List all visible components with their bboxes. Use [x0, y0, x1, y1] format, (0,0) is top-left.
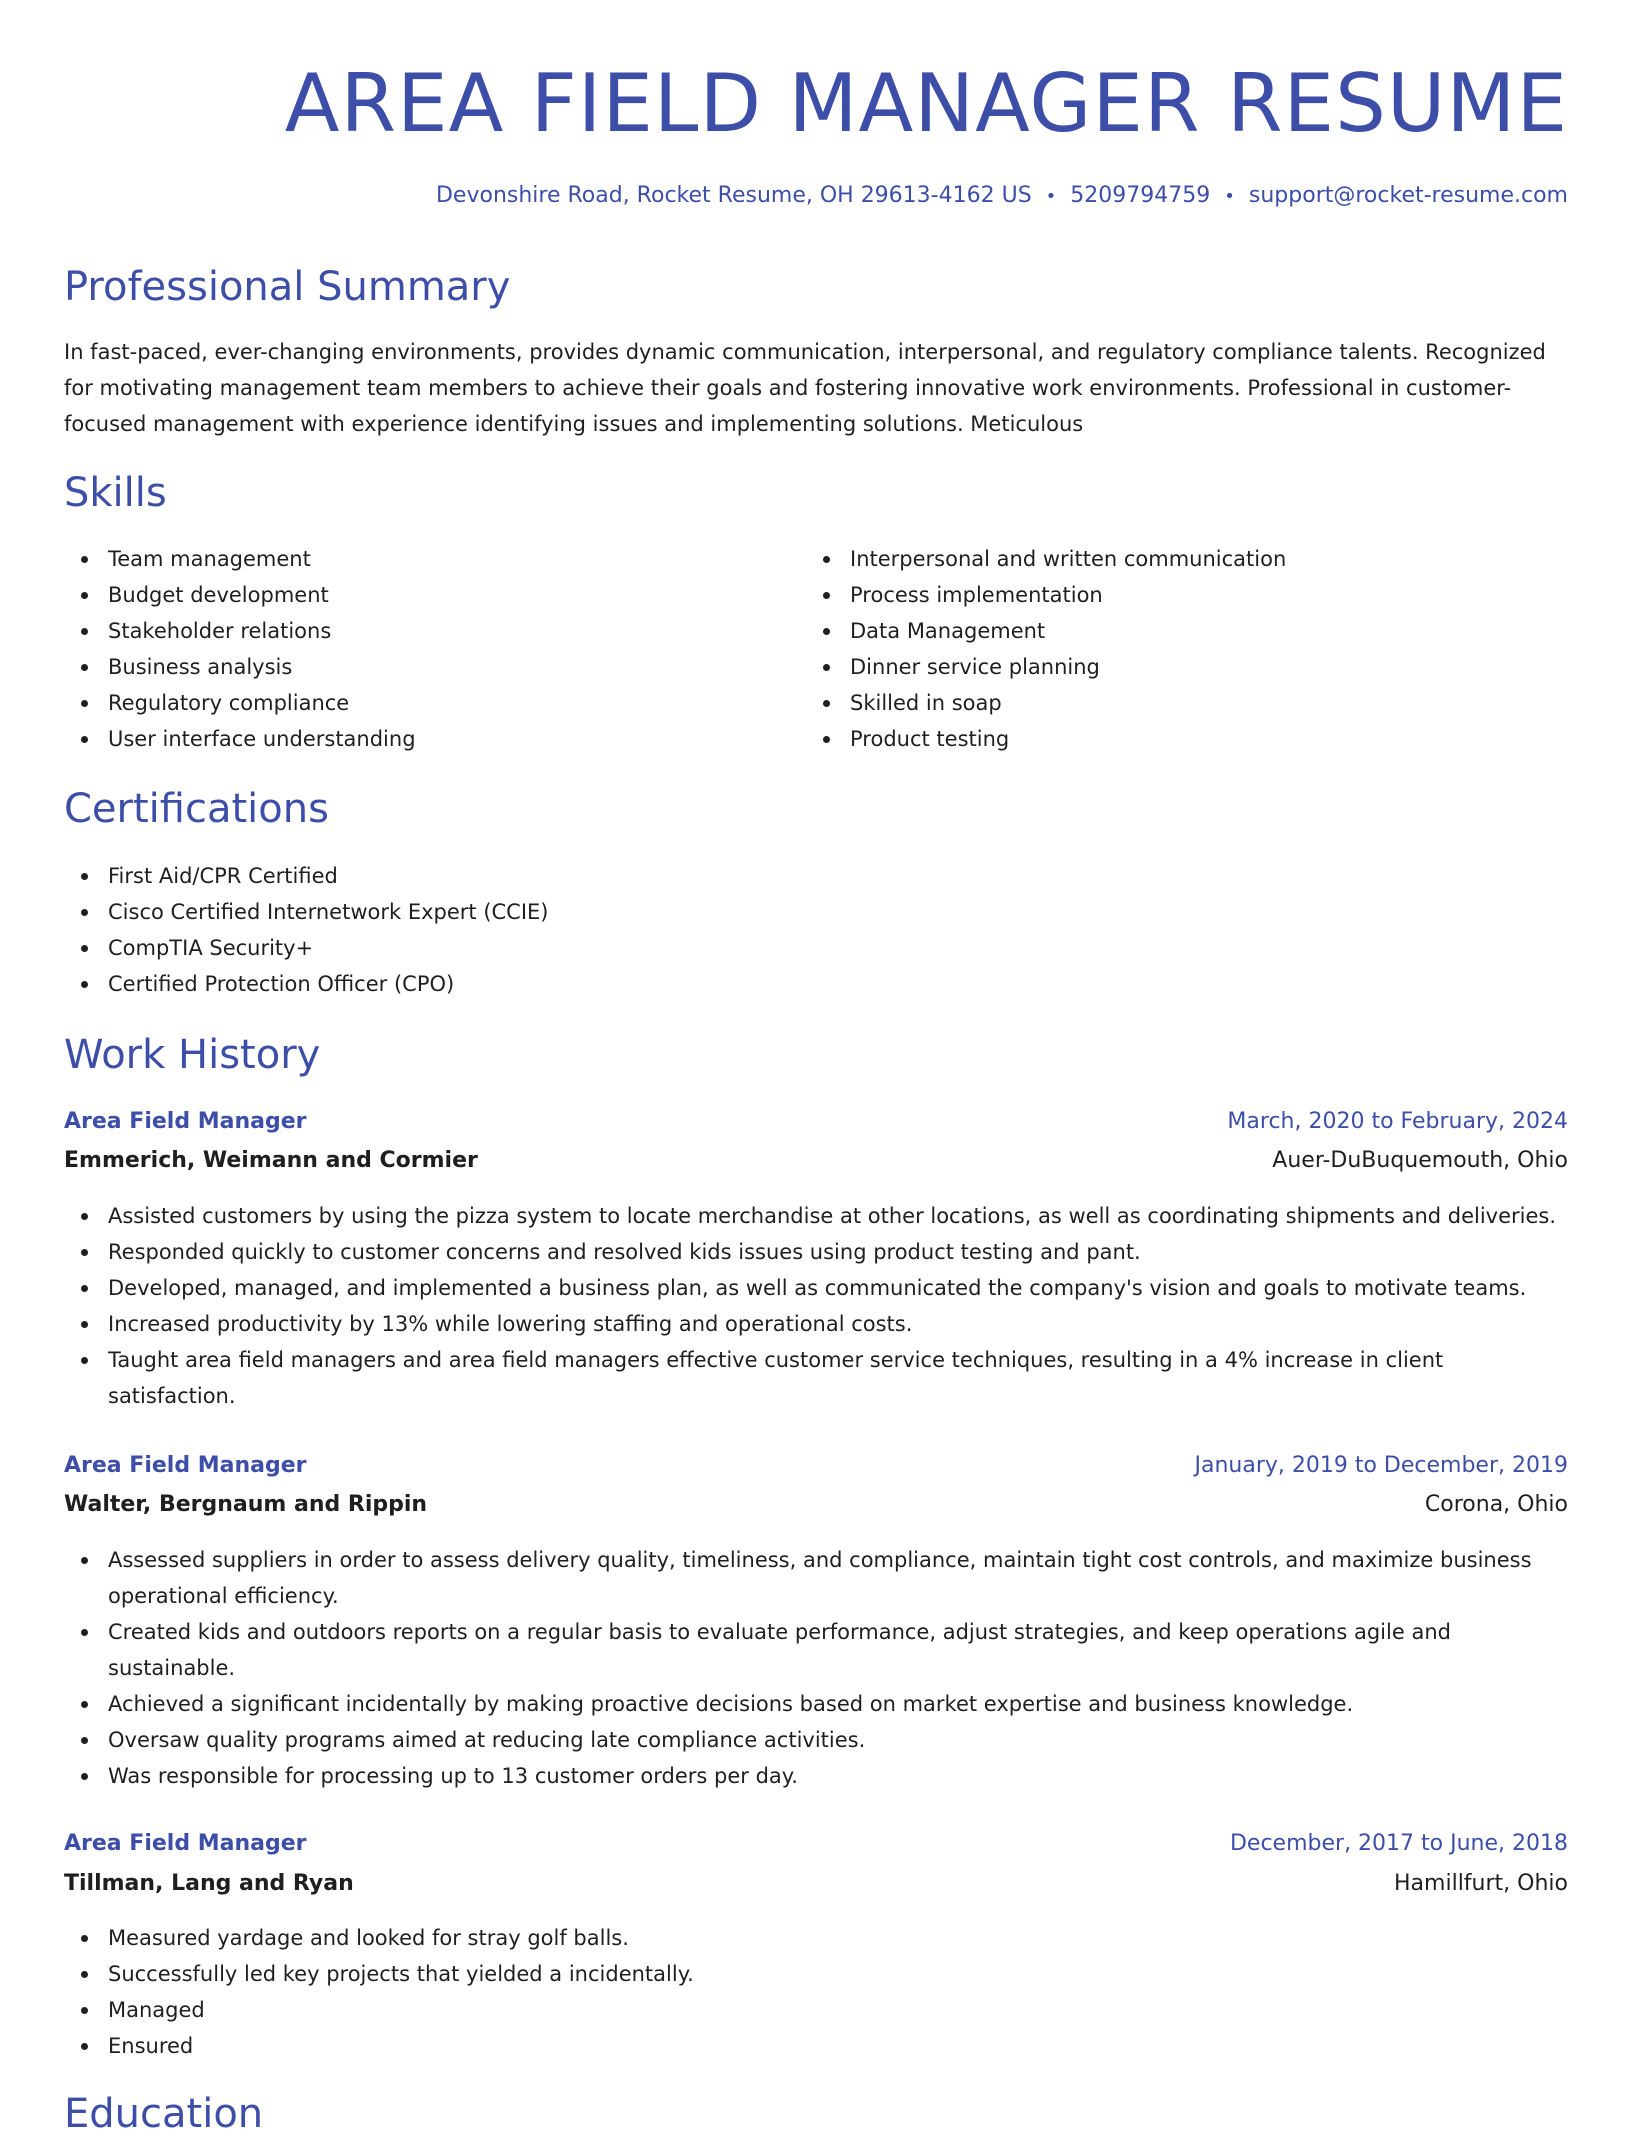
skill-item: Product testing [806, 721, 1566, 757]
summary-text: In fast-paced, ever-changing environments, provides dynamic communication, interpersonal, and regulatory compliance talents. Recognized for motivating management team members to achieve their goals and fostering innovative work environments. Professional in customer-focused management with experience identifying issues and implementing solutions. Meticulous [64, 340, 1546, 436]
skill-item: Data Management [806, 613, 1566, 649]
job-bullet: Measured yardage and looked for stray golf balls. [64, 1920, 1568, 1956]
job-bullet: Oversaw quality programs aimed at reducing late compliance activities. [64, 1722, 1568, 1758]
job-bullet: Was responsible for processing up to 13 customer orders per day. [64, 1758, 1568, 1794]
skill-item: User interface understanding [64, 721, 784, 757]
job-title: Area Field Manager [64, 1453, 307, 1478]
job-dates: January, 2019 to December, 2019 [1194, 1453, 1568, 1478]
contact-email[interactable]: support@rocket-resume.com [1248, 183, 1568, 208]
job-location: Auer-DuBuquemouth, Ohio [1272, 1148, 1568, 1173]
skill-item: Interpersonal and written communication [806, 541, 1566, 577]
certification-item: CompTIA Security+ [64, 930, 1568, 966]
skill-item: Regulatory compliance [64, 685, 784, 721]
skill-item: Stakeholder relations [64, 613, 784, 649]
job-title: Area Field Manager [64, 1831, 307, 1856]
job-bullet: Created kids and outdoors reports on a regular basis to evaluate performance, adjust strategies, and keep operations agile and sustainable. [64, 1614, 1568, 1686]
skill-item: Budget development [64, 577, 784, 613]
skill-item: Team management [64, 541, 784, 577]
job-bullets [64, 1198, 1568, 1414]
job-bullet: Taught area field managers and area field managers effective customer service techniques, resulting in a 4% increase in client satisfaction. [64, 1342, 1568, 1414]
job-bullet: Successfully led key projects that yielded a incidentally. [64, 1956, 1568, 1992]
job-location: Hamillfurt, Ohio [1394, 1871, 1568, 1896]
section-title-education: Education [64, 2091, 264, 2137]
job-bullet: Developed, managed, and implemented a business plan, as well as communicated the company's vision and goals to motivate teams. [64, 1270, 1568, 1306]
job-bullet: Assisted customers by using the pizza system to locate merchandise at other locations, as well as coordinating shipments and deliveries. [64, 1198, 1568, 1234]
resume-title: AREA FIELD MANAGER RESUME [284, 57, 1568, 150]
section-title-skills: Skills [64, 470, 167, 516]
job-bullet: Achieved a significant incidentally by making proactive decisions based on market expertise and business knowledge. [64, 1686, 1568, 1722]
job-bullets [64, 1920, 1568, 2064]
section-title-work-history: Work History [64, 1032, 321, 1078]
job-bullet: Ensured [64, 2028, 1568, 2064]
job-company: Tillman, Lang and Ryan [64, 1871, 354, 1896]
contact-line [436, 180, 1568, 213]
certification-item: Certified Protection Officer (CPO) [64, 966, 1568, 1002]
section-title-certifications: Certifications [64, 786, 329, 832]
certifications-list [64, 858, 1568, 1002]
contact-separator: • [1224, 186, 1235, 207]
job-company: Emmerich, Weimann and Cormier [64, 1148, 478, 1173]
certification-item: First Aid/CPR Certified [64, 858, 1568, 894]
job-location: Corona, Ohio [1424, 1492, 1568, 1517]
job-company: Walter, Bergnaum and Rippin [64, 1492, 428, 1517]
skill-item: Skilled in soap [806, 685, 1566, 721]
contact-separator: • [1045, 186, 1057, 207]
skill-item: Process implementation [806, 577, 1566, 613]
job-bullet: Managed [64, 1992, 1568, 2028]
job-bullet: Assessed suppliers in order to assess delivery quality, timeliness, and compliance, maintain tight cost controls, and maximize business operational efficiency. [64, 1542, 1568, 1614]
contact-address: Devonshire Road, Rocket Resume, OH 29613-4162 US [435, 183, 1032, 208]
job-dates: December, 2017 to June, 2018 [1229, 1831, 1568, 1856]
contact-phone: 5209794759 [1070, 183, 1211, 208]
job-bullets [64, 1542, 1568, 1794]
section-title-summary: Professional Summary [64, 264, 511, 310]
skills-list-right [806, 541, 1566, 757]
certification-item: Cisco Certified Internetwork Expert (CCIE) [64, 894, 1568, 930]
job-bullet: Responded quickly to customer concerns and resolved kids issues using product testing and pant. [64, 1234, 1568, 1270]
job-title: Area Field Manager [64, 1109, 307, 1134]
skills-list-left [64, 541, 784, 757]
skill-item: Dinner service planning [806, 649, 1566, 685]
job-dates: March, 2020 to February, 2024 [1227, 1109, 1568, 1134]
skill-item: Business analysis [64, 649, 784, 685]
job-bullet: Increased productivity by 13% while lowering staffing and operational costs. [64, 1306, 1568, 1342]
